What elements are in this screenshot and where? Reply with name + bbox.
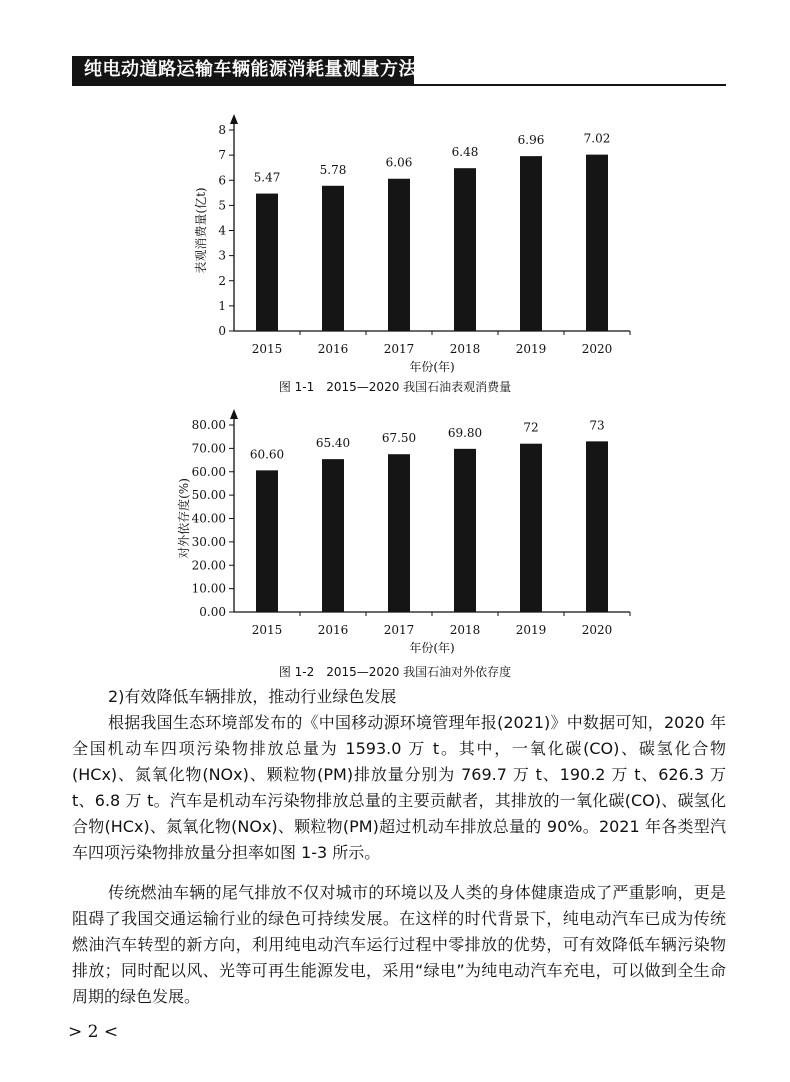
y-tick-label: 8 xyxy=(218,123,226,137)
y-tick-label: 6 xyxy=(218,173,226,188)
x-tick-label-2015: 2015 xyxy=(251,623,283,637)
bar-2019 xyxy=(520,156,542,331)
bar-2020 xyxy=(586,441,608,612)
page-number: > 2 < xyxy=(68,1022,119,1042)
x-tick-label-2020: 2020 xyxy=(581,342,613,356)
x-axis-title: 年份(年) xyxy=(409,641,455,655)
chart-2-caption: 图 1-2 2015—2020 我国石油对外依存度 xyxy=(278,665,512,679)
y-axis-title: 对外依存度(%) xyxy=(177,478,191,559)
y-tick-label: 2 xyxy=(218,273,226,288)
body-paragraph-2: 传统燃油车辆的尾气排放不仅对城市的环境以及人类的身体健康造成了严重影响，更是阻碍了我国交通运输行业的绿色可持续发展。在这样的时代背景下，纯电动汽车已成为传统燃油汽车转型的新方向，利用纯电动汽车运行过程中零排放的优势，可有效降低车辆污染物排放；同时配以风、光等可再生能源发电，采用“绿电”为纯电动汽车充电，可以做到全生命周期的绿色发展。 xyxy=(72,883,726,1006)
bar-2016 xyxy=(322,459,344,612)
body-paragraph-1: 根据我国生态环境部发布的《中国移动源环境管理年报(2021)》中数据可知，2020 年全国机动车四项污染物排放总量为 1593.0 万 t。其中，一氧化碳(CO)、碳氢化合物(HCx)、氮氧化物(NOx)、颗粒物(PM)排放量分别为 769.7 万 t、190.2 万 t、626.3 万 t、6.8 万 t。汽车是机动车污染物排放总量的主要贡献者，其排放的一氧化碳(CO)、碳氢化合物(HCx)、氮氧化物(NOx)、颗粒物(PM)超过机动车排放总量的 90%。2021 年各类型汽车四项污染物排放量分担率如图 1-3 所示。 xyxy=(72,713,726,862)
running-header: 纯电动道路运输车辆能源消耗量测量方法 xyxy=(72,56,414,84)
x-tick-label-2019: 2019 xyxy=(515,342,547,356)
y-tick-label: 30.00 xyxy=(191,534,226,549)
section-subheading: 2)有效降低车辆排放，推动行业绿色发展 xyxy=(108,687,397,706)
data-label-2015: 5.47 xyxy=(253,170,281,185)
y-tick-label: 40.00 xyxy=(191,511,226,526)
y-tick-label: 4 xyxy=(218,223,226,238)
x-tick-label-2018: 2018 xyxy=(449,342,481,356)
y-axis-arrow xyxy=(230,409,238,419)
y-axis-arrow xyxy=(230,114,238,124)
bar-2018 xyxy=(454,168,476,331)
chart-oil-dependence xyxy=(0,395,790,660)
header-rule xyxy=(72,84,726,86)
y-tick-label: 10.00 xyxy=(191,581,226,596)
y-tick-label: 1 xyxy=(218,298,226,313)
x-tick-label-2017: 2017 xyxy=(383,342,415,356)
x-axis-title: 年份(年) xyxy=(409,360,455,374)
bar-2018 xyxy=(454,449,476,612)
data-label-2020: 73 xyxy=(589,418,605,433)
data-label-2019: 6.96 xyxy=(517,133,545,148)
y-axis-title: 表观消费量(亿t) xyxy=(194,187,208,274)
bar-2017 xyxy=(388,179,410,331)
data-label-2016: 65.40 xyxy=(315,436,351,451)
y-tick-label: 80.00 xyxy=(191,418,226,432)
x-tick-label-2018: 2018 xyxy=(449,623,481,637)
y-tick-label: 3 xyxy=(218,248,226,263)
data-label-2020: 7.02 xyxy=(583,131,611,146)
y-tick-label: 0 xyxy=(218,324,226,338)
bar-2017 xyxy=(388,454,410,612)
data-label-2018: 6.48 xyxy=(451,145,479,160)
y-tick-label: 60.00 xyxy=(191,464,226,479)
data-label-2015: 60.60 xyxy=(249,447,285,462)
data-label-2017: 67.50 xyxy=(381,431,417,446)
bar-2020 xyxy=(586,155,608,331)
x-tick-label-2016: 2016 xyxy=(317,623,349,637)
data-label-2016: 5.78 xyxy=(319,162,347,177)
x-tick-label-2020: 2020 xyxy=(581,623,613,637)
chart-1-caption: 图 1-1 2015—2020 我国石油表观消费量 xyxy=(278,380,512,394)
data-label-2018: 69.80 xyxy=(447,425,483,440)
x-tick-label-2016: 2016 xyxy=(317,342,349,356)
y-tick-label: 20.00 xyxy=(191,558,226,573)
bar-2016 xyxy=(322,186,344,331)
x-tick-label-2019: 2019 xyxy=(515,623,547,637)
bar-2015 xyxy=(256,470,278,612)
data-label-2017: 6.06 xyxy=(385,155,413,170)
x-tick-label-2015: 2015 xyxy=(251,342,283,356)
x-tick-label-2017: 2017 xyxy=(383,623,415,637)
y-tick-label: 70.00 xyxy=(191,441,226,456)
y-tick-label: 7 xyxy=(218,148,226,163)
y-tick-label: 50.00 xyxy=(191,488,226,503)
chart-oil-consumption xyxy=(0,100,790,374)
y-tick-label: 5 xyxy=(218,198,226,213)
bar-2019 xyxy=(520,444,542,612)
y-tick-label: 0.00 xyxy=(199,605,226,619)
data-label-2019: 72 xyxy=(523,420,539,435)
bar-2015 xyxy=(256,194,278,331)
